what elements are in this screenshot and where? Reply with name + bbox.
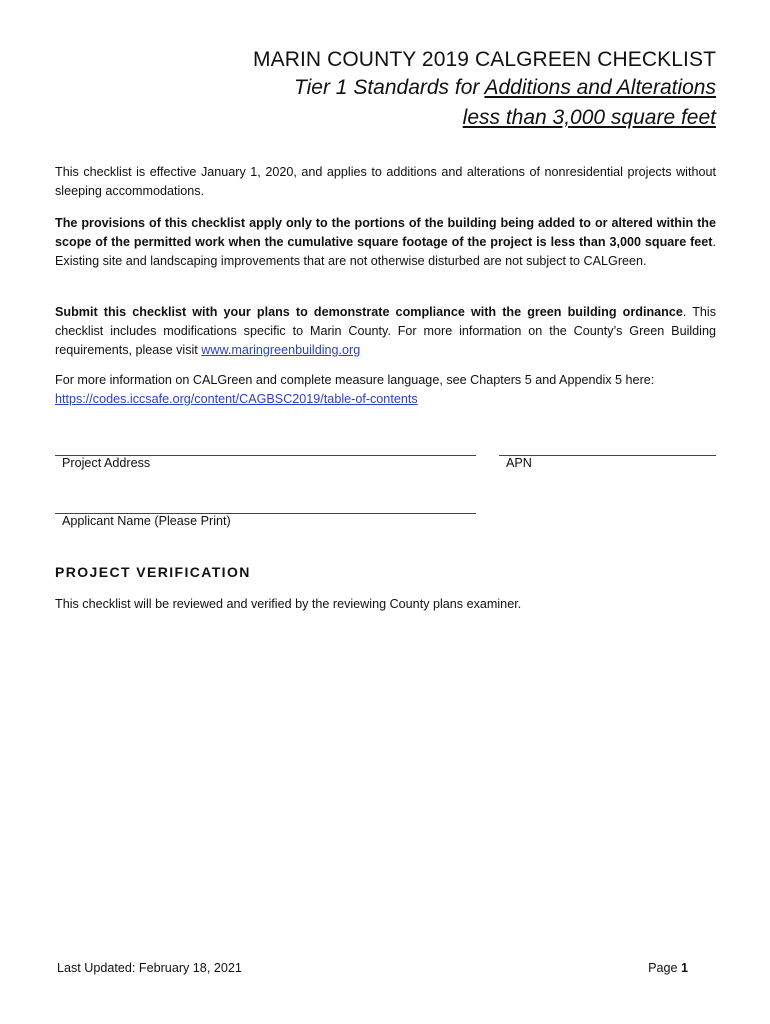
provisions-rest: . Existing site and landscaping improvements that are not otherwise disturbed are not subject to CALGreen. <box>55 235 716 268</box>
project-address-label: Project Address <box>62 456 151 470</box>
more-info-paragraph <box>55 371 716 409</box>
iccsafe-link[interactable]: https://codes.iccsafe.org/content/CAGBSC2019/table-of-contents <box>55 392 418 406</box>
document-subtitle-line2: less than 3,000 square feet <box>462 106 716 129</box>
apn-label: APN <box>506 456 532 470</box>
page-label: Page <box>648 961 681 975</box>
submit-bold: Submit this checklist with your plans to demonstrate compliance with the green building ordinance <box>55 305 683 319</box>
project-verification-heading: PROJECT VERIFICATION <box>55 564 251 580</box>
header <box>253 46 716 133</box>
last-updated: Last Updated: February 18, 2021 <box>57 961 242 975</box>
page-number <box>648 961 688 975</box>
page-number-value: 1 <box>680 961 688 975</box>
provisions-bold: The provisions of this checklist apply only to the portions of the building being added to or altered within the scope of the permitted work when the cumulative square footage of the project is less than 3,000 square feet <box>55 216 716 249</box>
submit-paragraph <box>55 303 716 360</box>
verification-text: This checklist will be reviewed and verified by the reviewing County plans examiner. <box>55 597 522 611</box>
document-title: MARIN COUNTY 2019 CALGREEN CHECKLIST <box>253 48 716 71</box>
provisions-paragraph <box>55 214 716 271</box>
applicant-name-label: Applicant Name (Please Print) <box>62 514 231 528</box>
document-subtitle <box>253 73 716 103</box>
submit-rest: . This checklist includes modifications specific to Marin County. For more information on the County’s Green Building requirements, please visit <box>55 305 717 357</box>
subtitle-underlined: Additions and Alterations <box>484 76 716 99</box>
subtitle-prefix: Tier 1 Standards for <box>293 76 485 99</box>
more-info-text: For more information on CALGreen and complete measure language, see Chapters 5 and Appendix 5 here: <box>55 373 655 387</box>
effective-paragraph: This checklist is effective January 1, 2020, and applies to additions and alterations of nonresidential projects without sleeping accommodations. <box>55 165 716 198</box>
maringreenbuilding-link[interactable]: www.maringreenbuilding.org <box>201 343 361 357</box>
